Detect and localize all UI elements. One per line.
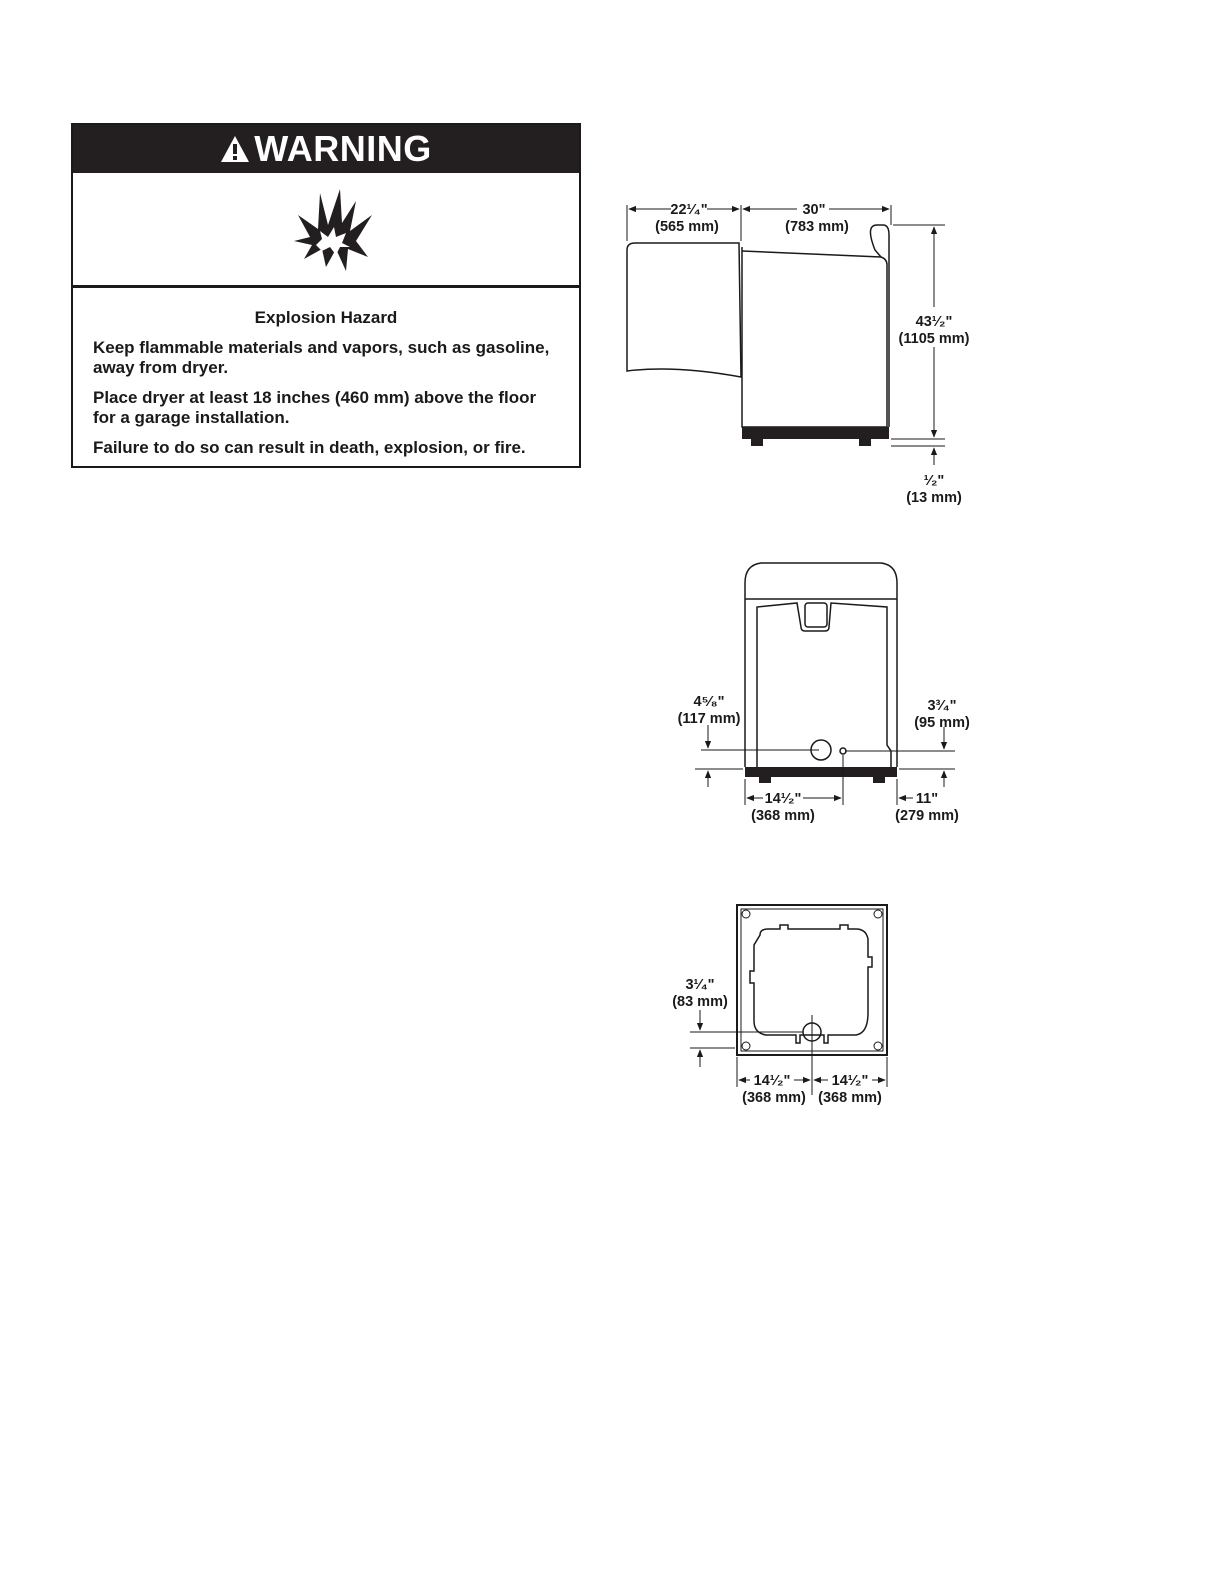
hazard-title: Explosion Hazard xyxy=(254,308,398,327)
side-depth-top: 22¹⁄₄" xyxy=(670,202,708,218)
hazard-paragraph-1: Keep flammable materials and vapors, such as gasoline, away from dryer. xyxy=(93,338,550,377)
alert-triangle-icon xyxy=(220,135,250,163)
explosion-icon xyxy=(290,187,374,273)
rear-left-width-mm: (368 mm) xyxy=(751,808,815,824)
side-height-mm: (1105 mm) xyxy=(898,331,970,347)
side-foot-mm: (13 mm) xyxy=(906,490,962,506)
hazard-paragraph-3: Failure to do so can result in death, explosion, or fire. xyxy=(93,438,526,457)
warning-box xyxy=(71,123,581,468)
bottom-height-mm: (83 mm) xyxy=(672,994,728,1010)
side-foot: ¹⁄₂" xyxy=(923,473,945,489)
side-height: 43¹⁄₂" xyxy=(915,314,953,330)
rear-right-width: 11" xyxy=(915,791,939,807)
bottom-right-width: 14¹⁄₂" xyxy=(831,1073,869,1089)
rear-view-diagram xyxy=(665,555,985,830)
rear-left-width: 14¹⁄₂" xyxy=(764,791,802,807)
warning-header xyxy=(73,125,579,173)
rear-right-height-mm: (95 mm) xyxy=(914,715,970,731)
dryer-rear-outline xyxy=(745,563,897,767)
rear-right-height: 3³⁄₄" xyxy=(927,698,957,714)
side-view-diagram xyxy=(615,195,985,515)
hazard-paragraph-2: Place dryer at least 18 inches (460 mm) above the floor for a garage installation. xyxy=(93,388,537,427)
side-depth-top-mm: (565 mm) xyxy=(655,219,719,235)
bottom-left-width-mm: (368 mm) xyxy=(742,1090,806,1106)
rear-left-height: 4⁵⁄₈" xyxy=(693,694,725,710)
rear-left-height-mm: (117 mm) xyxy=(677,711,741,727)
bottom-left-width: 14¹⁄₂" xyxy=(753,1073,791,1089)
bottom-view-diagram xyxy=(660,895,910,1115)
rear-right-width-mm: (279 mm) xyxy=(895,808,959,824)
bottom-right-width-mm: (368 mm) xyxy=(818,1090,882,1106)
side-depth-cabinet-mm: (783 mm) xyxy=(785,219,849,235)
side-depth-cabinet: 30" xyxy=(802,202,826,218)
warning-header-label: WARNING xyxy=(254,128,432,169)
dryer-side-outline xyxy=(627,225,889,427)
dryer-bottom-outline xyxy=(737,905,887,1095)
bottom-height: 3¹⁄₄" xyxy=(685,977,715,993)
hazard-symbol-area xyxy=(73,173,579,288)
